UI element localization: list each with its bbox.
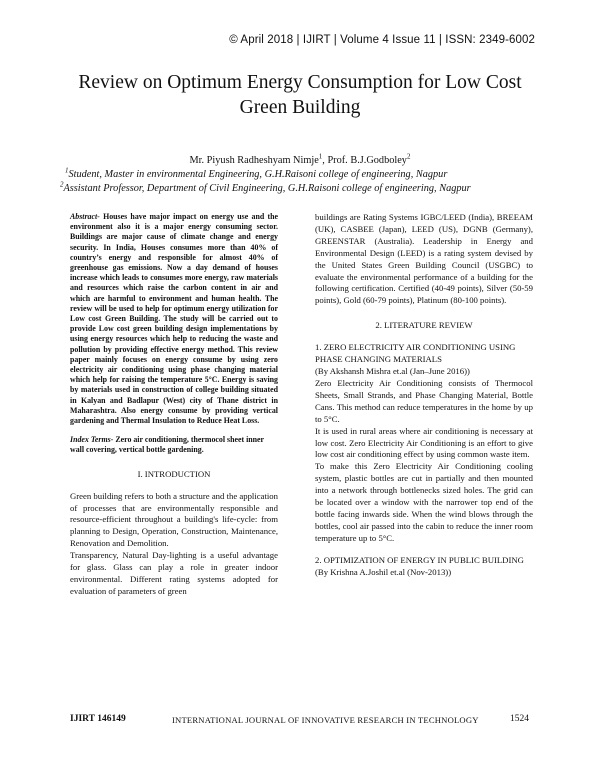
author-2: , Prof. B.J.Godboley xyxy=(322,155,407,166)
subsection-2-reference: (By Krishna A.Joshil et.al (Nov-2013)) xyxy=(315,566,452,577)
abstract xyxy=(70,212,278,426)
subsection-1-reference: (By Akshansh Mishra et.al (Jan–June 2016)) xyxy=(315,366,470,377)
subsection-1-paragraph-3: To make this Zero Electricity Air Conditioning cooling system, plastic bottles are cut in partially and then mounted into a network through bottlenecks sized holes. The grid can be located over a window with the narrower top end of the bottle facing inwards side. When the wind blows through the bottles, cool air passed into the cabin to reduce the inner room temperature up to 5°C. xyxy=(315,461,533,543)
index-terms xyxy=(70,435,278,455)
footer-page-number: 1524 xyxy=(510,714,529,724)
left-column xyxy=(70,212,278,598)
abstract-label: Abstract- xyxy=(70,212,100,221)
right-column xyxy=(315,212,533,578)
section-heading-literature-review: 2. LITERATURE REVIEW xyxy=(375,320,473,331)
footer-paper-id: IJIRT 146149 xyxy=(70,714,126,724)
subsection-1-paragraph-1: Zero Electricity Air Conditioning consists of Thermocol Sheets, Small Strands, and Phase Changing Material, Bottle Cans. This method can reduce temperatures in the home by up to 5°C. xyxy=(315,377,533,424)
journal-issue-header: © April 2018 | IJIRT | Volume 4 Issue 11 | ISSN: 2349-6002 xyxy=(229,34,535,46)
abstract-text: Houses have major impact on energy use and the environment also it is a major energy consuming sector. Buildings are major cause of climate change and energy security. In India, Houses consumes more than 40% of country’s energy and responsible for almost 40% of greenhouse gas emissions. Now a day demand of houses increase which leads to consumes more energy, raw materials and resources which raise the carbon content in air and which are harmful to environment and human health. The review will be used to help for optimum energy utilization for Low cost Green Building. The study will be carried out to provide Low cost green building design implementations by using energy resources which help to reducing the waste and pollution by providing effective energy method. This review paper mainly focuses on energy consume by using zero electricity air conditioning using phase changing material which help for raising the temperature 5°C. Energy is saving by materials used in construction of college building situated in Kalyan and Badlapur (West) city of Thane district in Maharashtra. Also energy consume by providing vertical gardening and Thermal Insulation to Reduce Heat Loss. xyxy=(70,212,278,426)
intro-paragraph-1: Green building refers to both a structure and the application of processes that are environmentally responsible and resource-efficient throughout a building's life-cycle: from planning to Design, Operation, Construction, Maintenance, Renovation and Demolition. xyxy=(70,490,278,549)
paper-title-line-1: Review on Optimum Energy Consumption for Low Cost xyxy=(78,72,522,93)
index-terms-text: Zero air conditioning, thermocol sheet inner wall covering, vertical bottle gardening. xyxy=(70,435,264,455)
section-heading-introduction: I. INTRODUCTION xyxy=(137,468,211,479)
affiliation-1-text: Student, Master in environmental Engineering, G.H.Raisoni college of engineering, Nagpur xyxy=(68,169,448,180)
subsection-1-paragraph-2: It is used in rural areas where air conditioning is necessary at low cost. Zero Electricity Air Conditioning is an effort to give low cost air conditioning effect by using common waste item. xyxy=(315,425,533,460)
affiliation-1 xyxy=(65,166,565,180)
intro-paragraph-2: Transparency, Natural Day-lighting is a useful advantage for glass. Glass can play a role in greater indoor environmental. Different rating systems adopted for evaluation of parameters of green xyxy=(70,550,278,596)
affiliation-2-sup: 2 xyxy=(60,180,64,189)
paper-title-line-2: Green Building xyxy=(239,97,361,118)
author-2-sup: 2 xyxy=(406,152,411,161)
author-1: Mr. Piyush Radheshyam Nimje xyxy=(189,155,319,166)
affiliation-2-text: Assistant Professor, Department of Civil Engineering, G.H.Raisoni college of engineering, Nagpur xyxy=(63,183,471,194)
author-line xyxy=(40,152,560,166)
subsection-1-title: 1. ZERO ELECTRICITY AIR CONDITIONING USING PHASE CHANGING MATERIALS xyxy=(315,342,516,365)
paper-title xyxy=(40,70,560,120)
subsection-2-title: 2. OPTIMIZATION OF ENERGY IN PUBLIC BUILDING xyxy=(315,554,524,565)
affiliation-2 xyxy=(60,180,560,194)
affiliation-1-sup: 1 xyxy=(65,166,69,175)
footer-journal-name: INTERNATIONAL JOURNAL OF INNOVATIVE RESEARCH IN TECHNOLOGY xyxy=(172,715,479,725)
index-terms-label: Index Terms- xyxy=(70,435,114,445)
author-1-sup: 1 xyxy=(318,152,323,161)
rating-systems-paragraph: buildings are Rating Systems IGBC/LEED (India), BREEAM (UK), CASBEE (Japan), LEED (US), DGNB (Germany), GREENSTAR (Australia). Leadership in Energy and Environmental Design (LEED) is a rating system devised by the United States Green Building Council (USGBC) to evaluate the environmental performance of a building for the following certification. Certified (40-49 points), Silver (50-59 points), Gold (60-79 points), Platinum (80-100 points). xyxy=(315,212,533,306)
